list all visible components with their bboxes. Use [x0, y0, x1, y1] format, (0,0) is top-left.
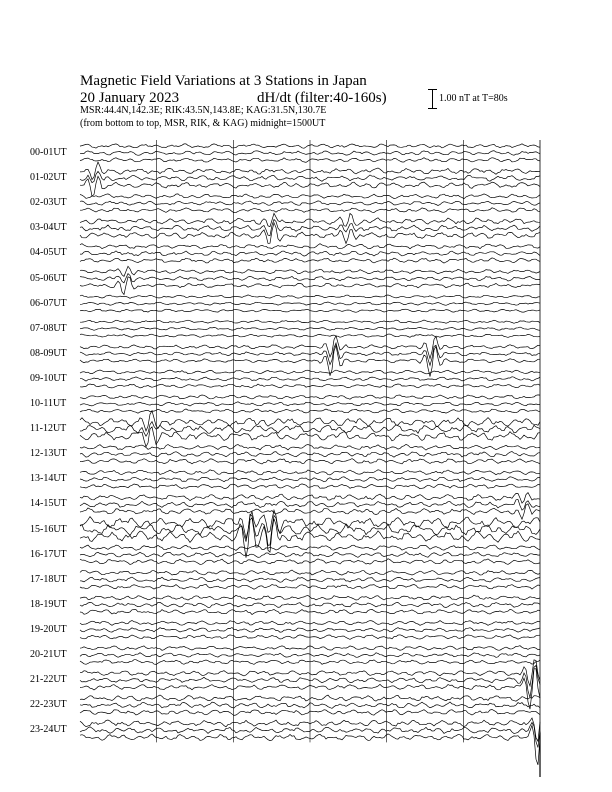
hour-label: 19-20UT — [30, 623, 67, 635]
hour-label: 18-19UT — [30, 598, 67, 610]
station-order-note: (from bottom to top, MSR, RIK, & KAG) midnight=1500UT — [80, 118, 326, 129]
filter-label: dH/dt (filter:40-160s) — [257, 90, 387, 106]
hour-label: 00-01UT — [30, 147, 67, 158]
hour-label: 17-18UT — [30, 573, 67, 585]
hour-label: 23-24UT — [30, 724, 67, 736]
hour-label: 07-08UT — [30, 322, 67, 334]
hour-label: 14-15UT — [30, 498, 67, 510]
hour-label: 13-14UT — [30, 473, 67, 485]
hour-label: 06-07UT — [30, 297, 67, 309]
scale-label: 1.00 nT at T=80s — [439, 93, 508, 104]
hour-label: 16-17UT — [30, 548, 67, 560]
hour-label: 04-05UT — [30, 247, 67, 259]
chart-title: Magnetic Field Variations at 3 Stations in Japan — [80, 73, 367, 89]
hour-label: 02-03UT — [30, 197, 67, 209]
hour-label: 12-13UT — [30, 448, 67, 460]
hour-label: 21-22UT — [30, 674, 67, 686]
hour-label: 01-02UT — [30, 172, 67, 184]
chart-date: 20 January 2023 — [80, 90, 180, 106]
hour-label: 10-11UT — [30, 398, 67, 409]
hour-label: 08-09UT — [30, 347, 67, 359]
hour-label: 09-10UT — [30, 372, 67, 384]
hour-label: 11-12UT — [30, 423, 67, 435]
hour-label: 20-21UT — [30, 649, 67, 660]
hour-label: 05-06UT — [30, 272, 67, 284]
hour-label: 15-16UT — [30, 523, 67, 535]
hour-label: 22-23UT — [30, 699, 67, 711]
hour-label: 03-04UT — [30, 222, 67, 234]
station-coordinates: MSR:44.4N,142.3E; RIK:43.5N,143.8E; KAG:31.5N,130.7E — [80, 105, 327, 116]
